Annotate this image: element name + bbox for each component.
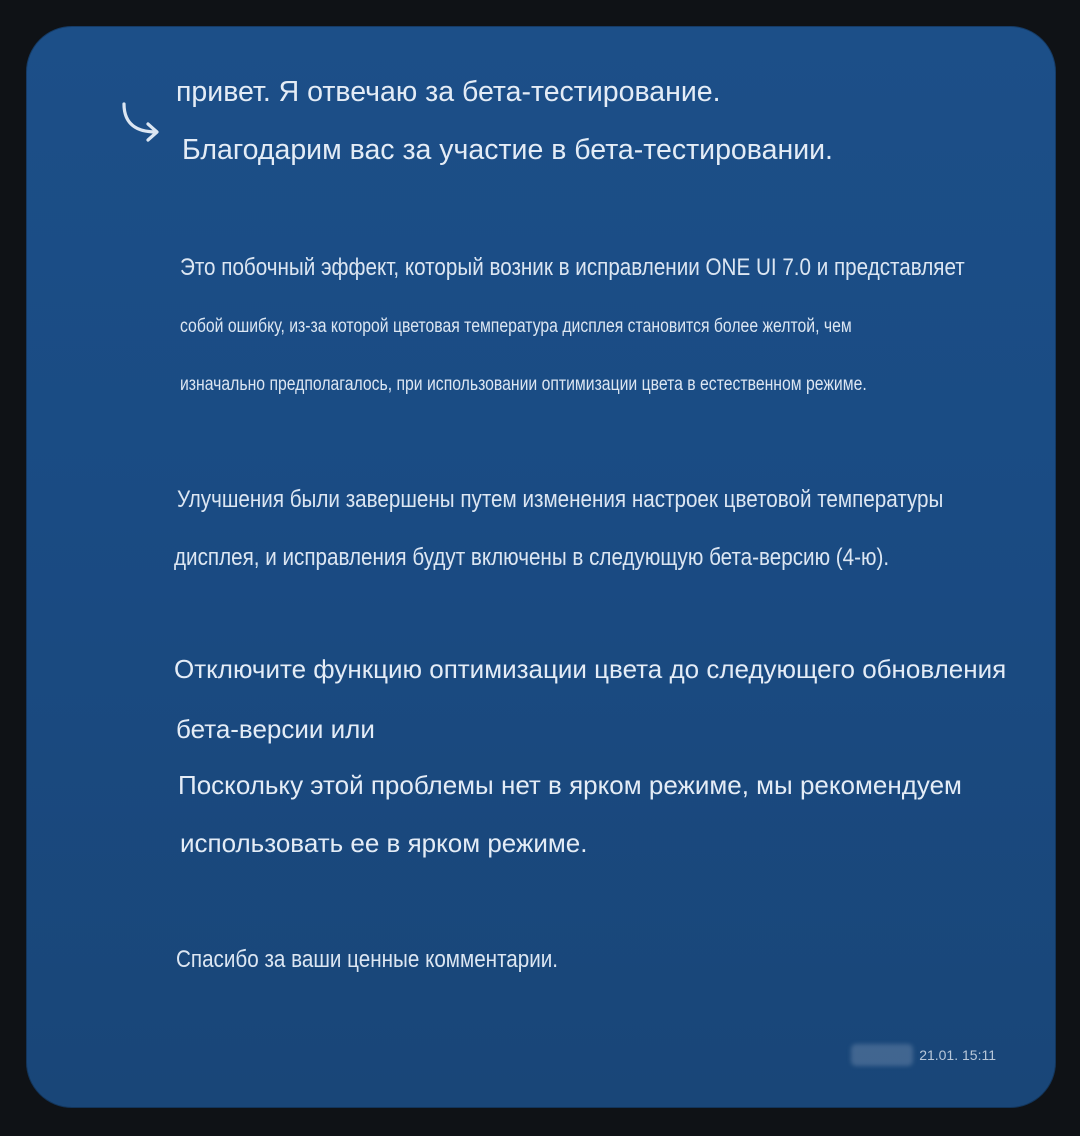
message-bubble[interactable]: [26, 26, 1056, 1108]
greeting-line: привет. Я отвечаю за бета-тестирование.: [176, 76, 721, 108]
para3-line2: бета-версии или: [176, 714, 375, 744]
para1-line3: изначально предполагалось, при использовании оптимизации цвета в естественном режиме.: [180, 374, 867, 395]
para3-line1: Отключите функцию оптимизации цвета до следующего обновления: [174, 654, 1007, 684]
message-timestamp: 21.01. 15:11: [919, 1047, 996, 1063]
blurred-sender-label: [851, 1044, 913, 1066]
message-footer: [851, 1044, 996, 1066]
closing-thanks: Спасибо за ваши ценные комментарии.: [176, 946, 559, 973]
para2-line2: дисплея, и исправления будут включены в следующую бета-версию (4-ю).: [174, 544, 890, 571]
para3-line4: использовать ее в ярком режиме.: [180, 828, 588, 858]
para1-line1: Это побочный эффект, который возник в исправлении ONE UI 7.0 и представляет: [180, 254, 965, 281]
para3-line3: Поскольку этой проблемы нет в ярком режиме, мы рекомендуем: [178, 770, 962, 800]
thanks-participation-line: Благодарим вас за участие в бета-тестировании.: [182, 134, 833, 166]
para2-line1: Улучшения были завершены путем изменения настроек цветовой температуры: [177, 486, 944, 513]
reply-arrow-icon: [118, 98, 166, 146]
para1-line2: собой ошибку, из-за которой цветовая температура дисплея становится более желтой, чем: [180, 316, 852, 337]
